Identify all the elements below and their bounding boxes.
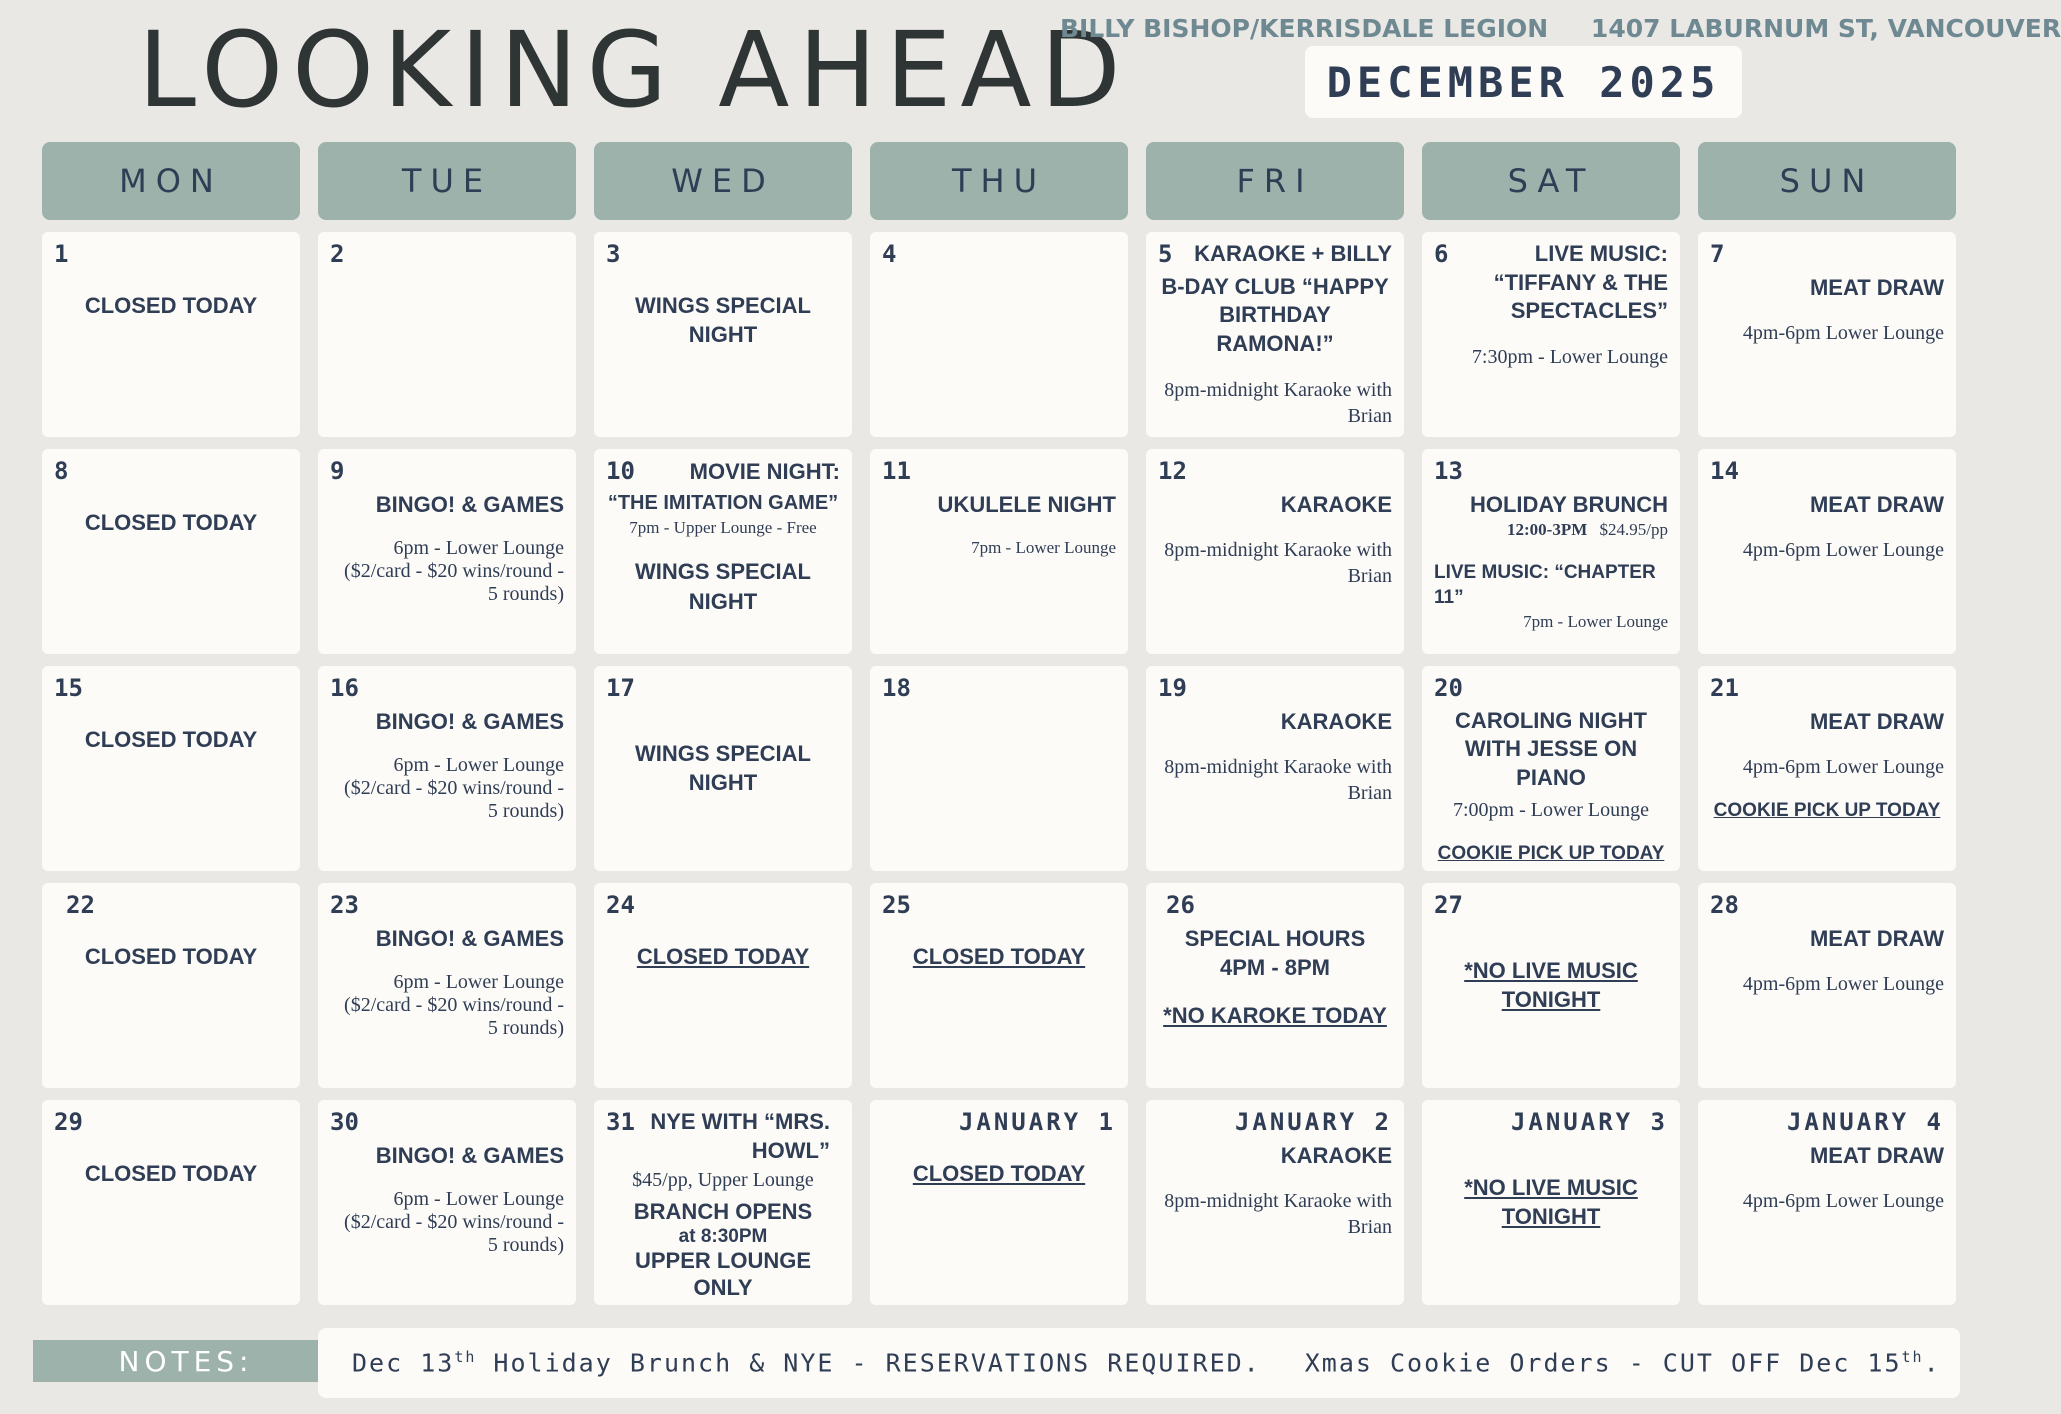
- calendar-cell-dec-29: [42, 1100, 300, 1305]
- day-header-sat: SAT: [1422, 142, 1680, 220]
- calendar-cell-dec-2: [318, 232, 576, 437]
- event-time: 12:00-3PM $24.95/pp: [1507, 520, 1668, 540]
- calendar-cell-dec-25: [870, 883, 1128, 1088]
- event-title: KARAOKE: [1280, 491, 1392, 517]
- calendar-cell-dec-14: [1698, 449, 1956, 654]
- event-title: BINGO! & GAMES: [375, 925, 564, 951]
- date-number: 14: [1710, 457, 1739, 485]
- event-title: MEAT DRAW: [1809, 925, 1944, 951]
- event-title: SPECIAL HOURS: [1184, 925, 1366, 951]
- event-time: 6pm - Lower Lounge: [393, 1188, 564, 1211]
- event-title: 10 MOVIE NIGHT:: [606, 457, 840, 485]
- venue-info: [1060, 14, 2061, 43]
- calendar-cell-dec-18: [870, 666, 1128, 871]
- event-title: MEAT DRAW: [1809, 708, 1944, 734]
- event-subtitle: B-DAY CLUB “HAPPY BIRTHDAY RAMONA!”: [1161, 273, 1389, 356]
- calendar-cell-dec-9: [318, 449, 576, 654]
- event-title-2: WINGS SPECIAL NIGHT: [634, 558, 811, 614]
- date-number: 27: [1434, 891, 1463, 919]
- date-number: 20: [1434, 674, 1463, 702]
- event-title-3: UPPER LOUNGE ONLY: [634, 1248, 812, 1300]
- calendar-cell-dec-16: [318, 666, 576, 871]
- event-time: $45/pp, Upper Lounge: [632, 1169, 814, 1192]
- date-number: 29: [54, 1108, 83, 1136]
- event-title-2: LIVE MUSIC: “CHAPTER 11”: [1434, 561, 1656, 609]
- calendar-cell-jan-1: [870, 1100, 1128, 1305]
- notes-label: NOTES:: [33, 1340, 339, 1382]
- event-title: 5 KARAOKE + BILLY: [1158, 240, 1392, 268]
- date-number: 17: [606, 674, 635, 702]
- date-number: 13: [1434, 457, 1463, 485]
- event-time: 7:30pm - Lower Lounge: [1471, 345, 1668, 368]
- event-note: *NO LIVE MUSIC TONIGHT: [1464, 1174, 1638, 1230]
- note-reservations: Dec 13th Holiday Brunch & NYE - RESERVATIONS REQUIRED.: [352, 1348, 1261, 1378]
- calendar-cell-jan-3: [1422, 1100, 1680, 1305]
- event-time: 4pm-6pm Lower Lounge: [1742, 973, 1944, 996]
- event-title: CLOSED TODAY: [636, 943, 810, 969]
- calendar-cell-dec-19: [1146, 666, 1404, 871]
- event-time: 8pm-midnight Karaoke with Brian: [1164, 1190, 1392, 1239]
- event-title: MEAT DRAW: [1809, 491, 1944, 517]
- event-title: CLOSED TODAY: [84, 292, 258, 318]
- month-label: DECEMBER 2025: [1305, 46, 1742, 118]
- calendar-cell-dec-22: [42, 883, 300, 1088]
- calendar-cell-dec-11: [870, 449, 1128, 654]
- calendar-cell-dec-6: [1422, 232, 1680, 437]
- calendar-cell-dec-27: [1422, 883, 1680, 1088]
- event-title-2: BRANCH OPENS: [633, 1199, 813, 1225]
- date-number: 28: [1710, 891, 1739, 919]
- event-time: 8pm-midnight Karaoke with Brian: [1164, 378, 1392, 427]
- event-note: COOKIE PICK UP TODAY: [1437, 842, 1665, 864]
- date-number: 9: [330, 457, 345, 485]
- event-title: BINGO! & GAMES: [375, 708, 564, 734]
- event-title: BINGO! & GAMES: [375, 491, 564, 517]
- date-number: 12: [1158, 457, 1187, 485]
- event-time: 6pm - Lower Lounge: [393, 971, 564, 994]
- event-title: MEAT DRAW: [1809, 274, 1944, 300]
- date-number: 22: [66, 891, 95, 919]
- date-number: 31: [606, 1108, 635, 1136]
- date-number: 3: [606, 240, 621, 268]
- event-title: CLOSED TODAY: [84, 726, 258, 752]
- day-header-fri: FRI: [1146, 142, 1404, 220]
- date-number: 26: [1166, 891, 1195, 919]
- date-number: JANUARY 3: [1510, 1108, 1668, 1136]
- event-time: 4pm-6pm Lower Lounge: [1742, 756, 1944, 779]
- calendar-cell-dec-17: [594, 666, 852, 871]
- date-number: JANUARY 4: [1786, 1108, 1944, 1136]
- date-number: 11: [882, 457, 911, 485]
- calendar-cell-dec-8: [42, 449, 300, 654]
- event-title: CLOSED TODAY: [912, 943, 1086, 969]
- event-title: MEAT DRAW: [1809, 1142, 1944, 1168]
- day-header-sun: SUN: [1698, 142, 1956, 220]
- calendar-cell-dec-21: [1698, 666, 1956, 871]
- date-number: 15: [54, 674, 83, 702]
- event-note: COOKIE PICK UP TODAY: [1713, 800, 1941, 822]
- date-number: 30: [330, 1108, 359, 1136]
- calendar-cell-dec-7: [1698, 232, 1956, 437]
- date-number: 5: [1158, 240, 1173, 268]
- date-number: JANUARY 2: [1234, 1108, 1392, 1136]
- event-title: CAROLING NIGHT WITH JESSE ON PIANO: [1455, 707, 1647, 790]
- event-title: WINGS SPECIAL NIGHT: [634, 740, 811, 796]
- date-number: 8: [54, 457, 69, 485]
- date-number: 2: [330, 240, 345, 268]
- date-number: 7: [1710, 240, 1725, 268]
- event-detail: ($2/card - $20 wins/round - 5 rounds): [344, 560, 564, 606]
- event-note: *NO KAROKE TODAY: [1163, 1003, 1387, 1029]
- date-number: 23: [330, 891, 359, 919]
- calendar-cell-jan-2: [1146, 1100, 1404, 1305]
- event-time: 7:00pm - Lower Lounge: [1452, 798, 1650, 821]
- day-header-thu: THU: [870, 142, 1128, 220]
- date-number: 1: [54, 240, 69, 268]
- event-title: CLOSED TODAY: [912, 1160, 1086, 1186]
- event-detail: ($2/card - $20 wins/round - 5 rounds): [344, 994, 564, 1040]
- calendar-cell-dec-28: [1698, 883, 1956, 1088]
- calendar-cell-dec-26: [1146, 883, 1404, 1088]
- calendar-cell-dec-10: [594, 449, 852, 654]
- note-cookie-orders: Xmas Cookie Orders - CUT OFF Dec 15th.: [1304, 1348, 1941, 1378]
- date-number: 10: [606, 457, 635, 485]
- event-detail: ($2/card - $20 wins/round - 5 rounds): [344, 1211, 564, 1257]
- event-time: 4pm-6pm Lower Lounge: [1742, 539, 1944, 562]
- event-time: 6pm - Lower Lounge: [393, 754, 564, 777]
- date-number: 21: [1710, 674, 1739, 702]
- event-title: KARAOKE: [1280, 1142, 1392, 1168]
- event-title: BINGO! & GAMES: [375, 1142, 564, 1168]
- event-time-2: 7pm - Lower Lounge: [1523, 611, 1668, 631]
- notes-box: [318, 1328, 1960, 1398]
- event-title: CLOSED TODAY: [84, 509, 258, 535]
- date-number: 25: [882, 891, 911, 919]
- date-number: 16: [330, 674, 359, 702]
- date-number: 18: [882, 674, 911, 702]
- calendar-cell-dec-4: [870, 232, 1128, 437]
- event-title: UKULELE NIGHT: [937, 491, 1116, 517]
- calendar-cell-dec-20: [1422, 666, 1680, 871]
- calendar-cell-dec-31: [594, 1100, 852, 1305]
- day-header-wed: WED: [594, 142, 852, 220]
- calendar-cell-dec-1: [42, 232, 300, 437]
- calendar-cell-dec-23: [318, 883, 576, 1088]
- event-time-2: at 8:30PM: [678, 1225, 768, 1247]
- date-number: 6: [1434, 240, 1449, 268]
- event-subtitle: “THE IMITATION GAME”: [607, 491, 839, 514]
- event-detail: ($2/card - $20 wins/round - 5 rounds): [344, 777, 564, 823]
- page-title: LOOKING AHEAD: [138, 9, 1130, 131]
- day-header-tue: TUE: [318, 142, 576, 220]
- event-title: 6 LIVE MUSIC: “TIFFANY & THE SPECTACLES”: [1434, 240, 1668, 324]
- date-number: 24: [606, 891, 635, 919]
- event-time: 4PM - 8PM: [1219, 955, 1331, 981]
- calendar-cell-dec-24: [594, 883, 852, 1088]
- calendar-cell-dec-3: [594, 232, 852, 437]
- calendar-cell-dec-5: [1146, 232, 1404, 437]
- event-note: *NO LIVE MUSIC TONIGHT: [1464, 957, 1638, 1013]
- event-title: HOLIDAY BRUNCH: [1469, 491, 1668, 517]
- calendar-grid: [42, 142, 1956, 1305]
- event-title: CLOSED TODAY: [84, 1160, 258, 1186]
- date-number: 4: [882, 240, 897, 268]
- event-time: 8pm-midnight Karaoke with Brian: [1164, 539, 1392, 588]
- event-time: 8pm-midnight Karaoke with Brian: [1164, 756, 1392, 805]
- event-title: 31 NYE WITH “MRS. HOWL”: [606, 1108, 830, 1163]
- date-number: 19: [1158, 674, 1187, 702]
- event-title: WINGS SPECIAL NIGHT: [634, 292, 811, 348]
- calendar-cell-jan-4: [1698, 1100, 1956, 1305]
- event-time: 6pm - Lower Lounge: [393, 537, 564, 560]
- event-time: 4pm-6pm Lower Lounge: [1742, 322, 1944, 345]
- event-title: KARAOKE: [1280, 708, 1392, 734]
- event-title: CLOSED TODAY: [84, 943, 258, 969]
- event-time: 7pm - Upper Lounge - Free: [629, 517, 817, 537]
- day-header-mon: MON: [42, 142, 300, 220]
- event-time: 4pm-6pm Lower Lounge: [1742, 1190, 1944, 1213]
- calendar-cell-dec-12: [1146, 449, 1404, 654]
- calendar-cell-dec-15: [42, 666, 300, 871]
- calendar-cell-dec-13: [1422, 449, 1680, 654]
- calendar-cell-dec-30: [318, 1100, 576, 1305]
- date-number: JANUARY 1: [958, 1108, 1116, 1136]
- event-time: 7pm - Lower Lounge: [971, 538, 1116, 558]
- venue-name: BILLY BISHOP/KERRISDALE LEGION: [1060, 14, 1549, 43]
- venue-address: 1407 LABURNUM ST, VANCOUVER: [1590, 14, 2061, 43]
